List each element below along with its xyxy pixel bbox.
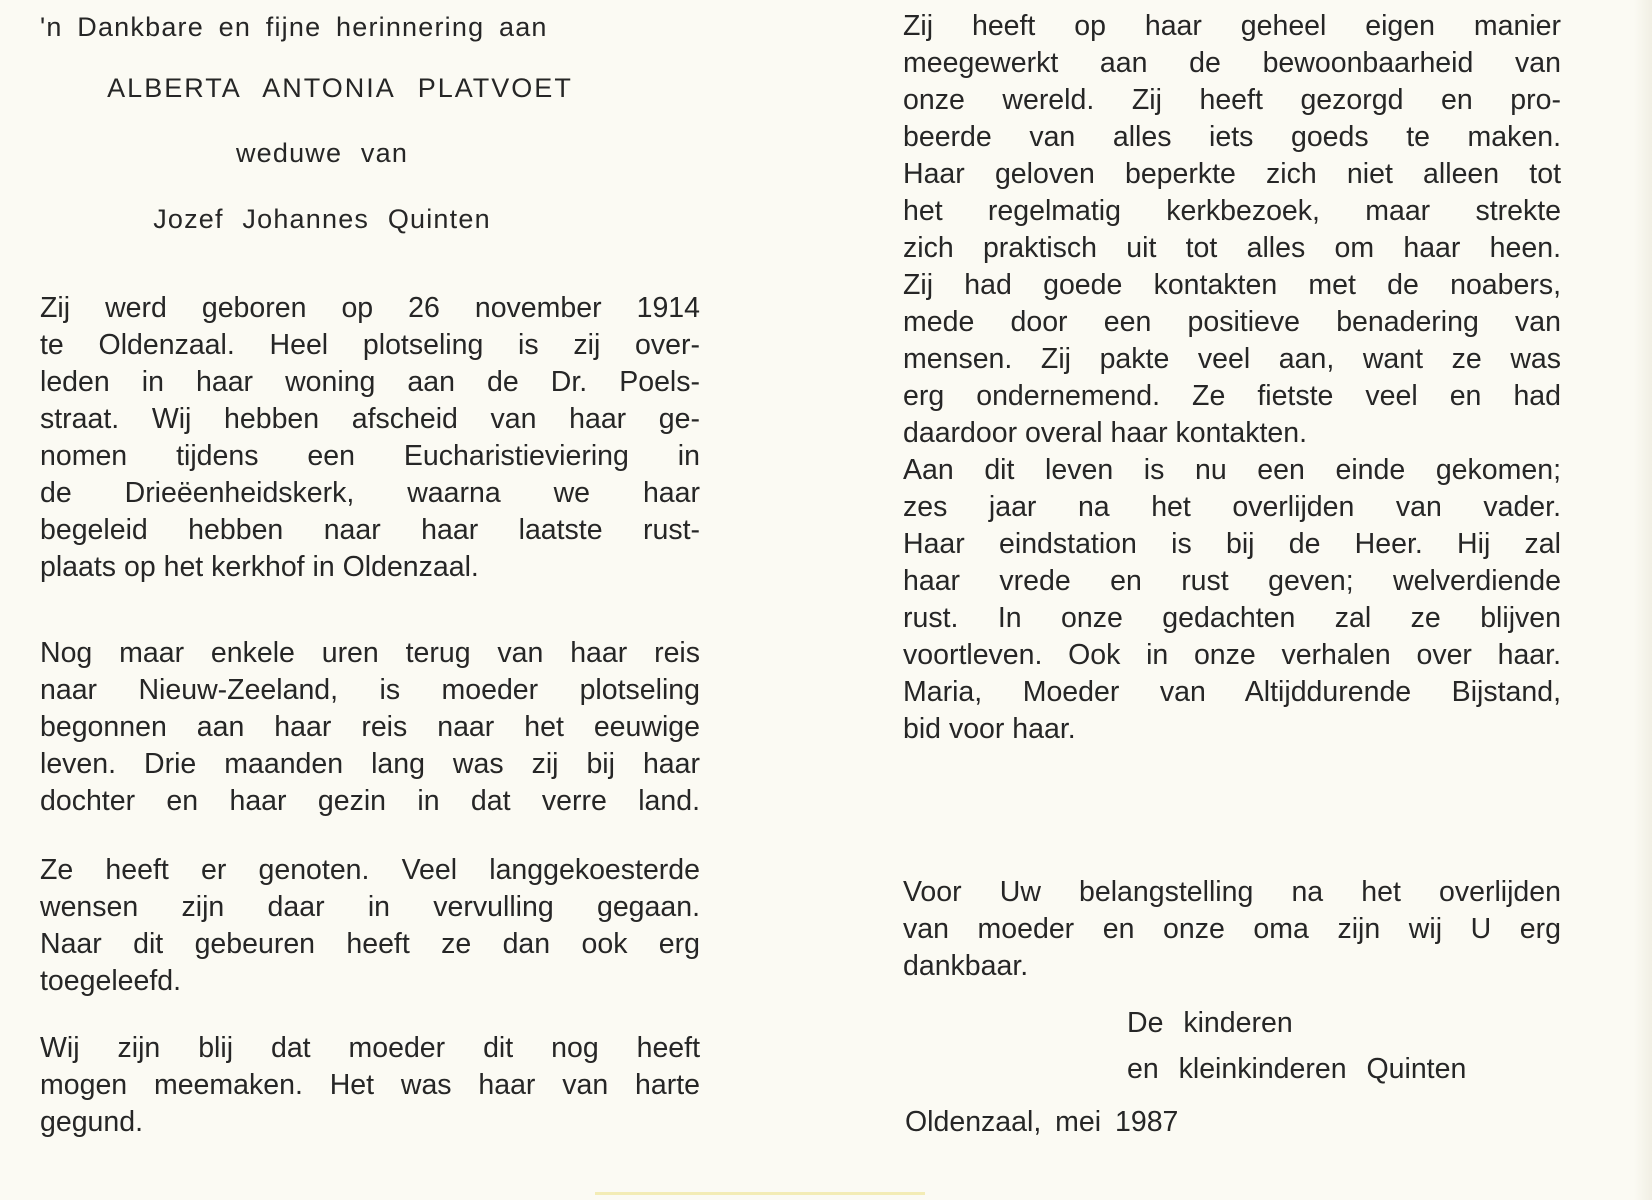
husband-name: Jozef Johannes Quinten [153, 204, 491, 234]
text-line: naar Nieuw-Zeeland, is moeder plotseling [40, 674, 700, 706]
text-line: haar vrede en rust geven; welverdiende [903, 565, 1561, 597]
text-line: mensen. Zij pakte veel aan, want ze was [903, 343, 1561, 375]
text-line: erg ondernemend. Ze fietste veel en had [903, 380, 1561, 412]
text-line: van moeder en onze oma zijn wij U erg [903, 913, 1561, 945]
text-line: daardoor overal haar kontakten. [903, 417, 1308, 449]
text-line: toegeleefd. [40, 965, 182, 997]
text-line: beerde van alles iets goeds te maken. [903, 121, 1561, 153]
text-line: leven. Drie maanden lang was zij bij haar [40, 748, 700, 780]
text-line: Nog maar enkele uren terug van haar reis [40, 637, 700, 669]
text-line: wensen zijn daar in vervulling gegaan. [40, 891, 700, 923]
text-line: Voor Uw belangstelling na het overlijden [903, 876, 1561, 908]
text-line: meegewerkt aan de bewoonbaarheid van [903, 47, 1561, 79]
text-line: mede door een positieve benadering van [903, 306, 1561, 338]
text-line: leden in haar woning aan de Dr. Poels- [40, 366, 700, 398]
text-line: straat. Wij hebben afscheid van haar ge- [40, 403, 700, 435]
text-line: Naar dit gebeuren heeft ze dan ook erg [40, 928, 700, 960]
text-line: voortleven. Ook in onze verhalen over haar. [903, 639, 1561, 671]
text-line: Aan dit leven is nu een einde gekomen; [903, 454, 1561, 486]
text-line: onze wereld. Zij heeft gezorgd en pro- [903, 84, 1561, 116]
text-line: Zij heeft op haar geheel eigen manier [903, 10, 1561, 42]
text-line: de Drieëenheidskerk, waarna we haar [40, 477, 700, 509]
text-line: begonnen aan haar reis naar het eeuwige [40, 711, 700, 743]
text-line: Haar eindstation is bij de Heer. Hij zal [903, 528, 1561, 560]
left-paragraph-1 [40, 290, 700, 586]
bottom-edge-mark [595, 1192, 925, 1195]
text-line: dochter en haar gezin in dat verre land. [40, 785, 700, 817]
text-line: Maria, Moeder van Altijddurende Bijstand, [903, 676, 1561, 708]
text-line: het regelmatig kerkbezoek, maar strekte [903, 195, 1561, 227]
right-paragraph-1 [903, 8, 1561, 748]
text-line: dankbaar. [903, 950, 1029, 982]
widow-of-label: weduwe van [235, 138, 409, 168]
text-line: zes jaar na het overlijden van vader. [903, 491, 1561, 523]
signature-line-2: en kleinkinderen Quinten [1127, 1053, 1467, 1085]
left-paragraph-4 [40, 1030, 700, 1141]
deceased-name: ALBERTA ANTONIA PLATVOET [107, 73, 573, 103]
text-line: Haar geloven beperkte zich niet alleen tot [903, 158, 1561, 190]
card-edge-shadow [1634, 0, 1652, 1200]
text-line: zich praktisch uit tot alles om haar heen. [903, 232, 1561, 264]
text-line: plaats op het kerkhof in Oldenzaal. [40, 551, 479, 583]
text-line: Zij werd geboren op 26 november 1914 [40, 292, 700, 324]
text-line: Wij zijn blij dat moeder dit nog heeft [40, 1032, 700, 1064]
text-line: rust. In onze gedachten zal ze blijven [903, 602, 1561, 634]
text-line: Ze heeft er genoten. Veel langgekoesterde [40, 854, 700, 886]
signature-line-1: De kinderen [1127, 1007, 1293, 1039]
text-line: begeleid hebben naar haar laatste rust- [40, 514, 700, 546]
text-line: Zij had goede kontakten met de noabers, [903, 269, 1561, 301]
text-line: mogen meemaken. Het was haar van harte [40, 1069, 700, 1101]
text-line: bid voor haar. [903, 713, 1076, 745]
place-date: Oldenzaal, mei 1987 [905, 1106, 1179, 1138]
left-paragraph-2 [40, 635, 700, 820]
right-paragraph-2 [903, 874, 1561, 985]
left-paragraph-3 [40, 852, 700, 1000]
text-line: te Oldenzaal. Heel plotseling is zij over- [40, 329, 700, 361]
text-line: nomen tijdens een Eucharistieviering in [40, 440, 700, 472]
text-line: gegund. [40, 1106, 144, 1138]
intro-line: 'n Dankbare en fijne herinnering aan [40, 12, 548, 42]
